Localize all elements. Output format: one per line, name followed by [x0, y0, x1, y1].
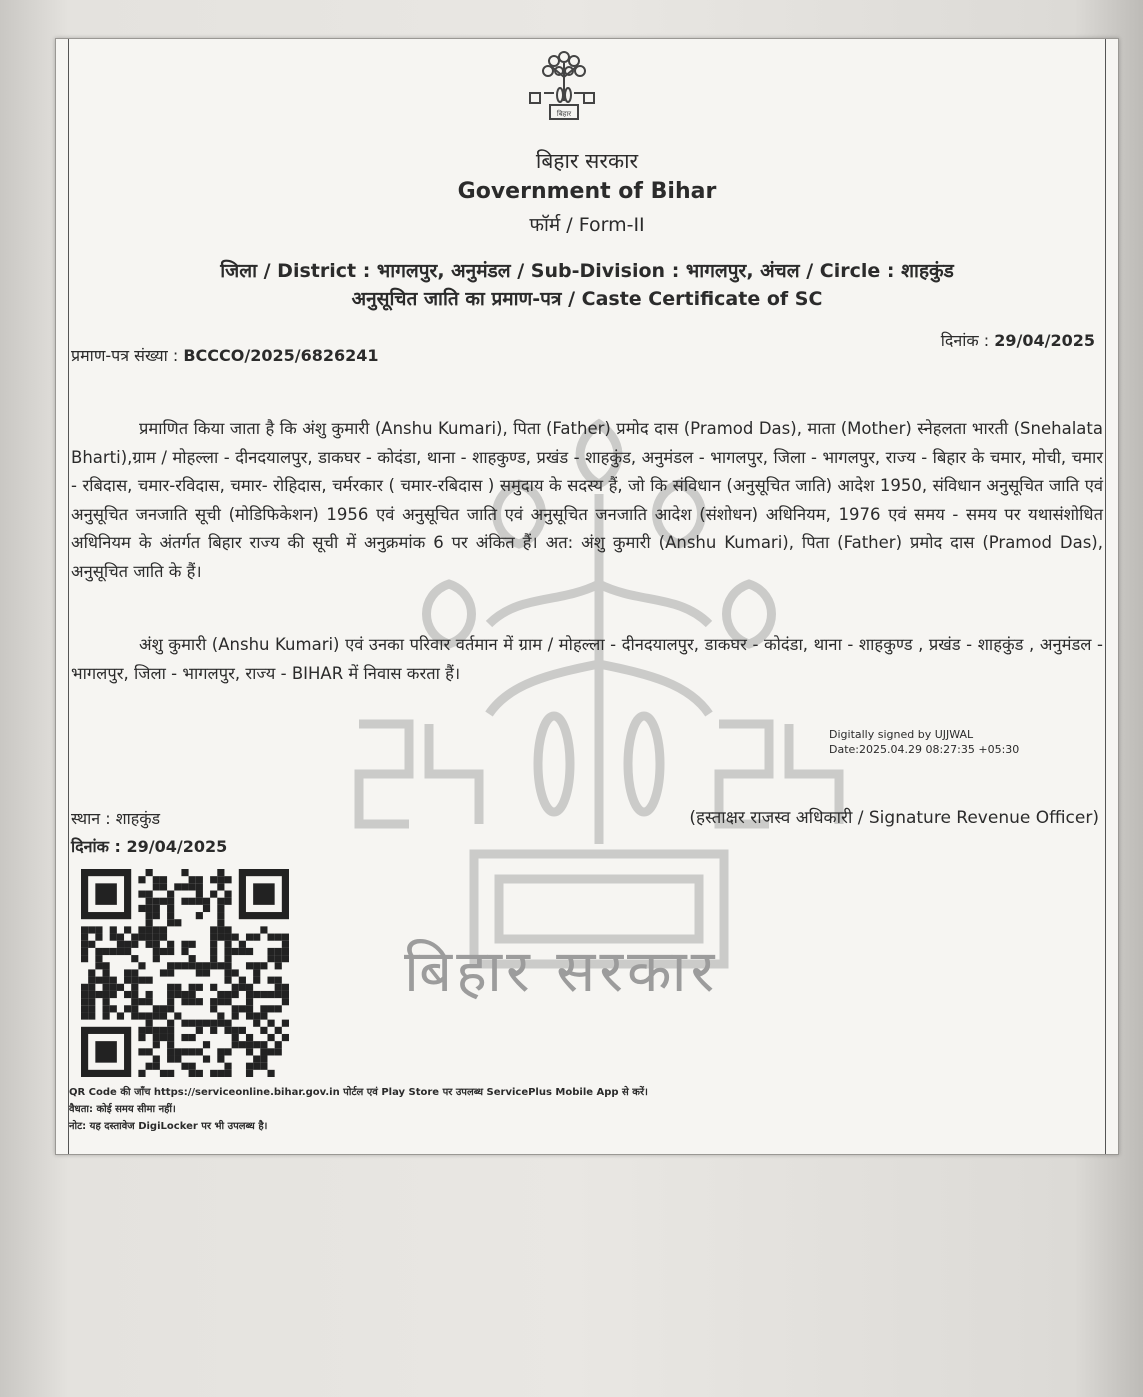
bihar-emblem-icon [524, 43, 604, 127]
certificate-paragraph-1 [71, 415, 1103, 586]
certificate-number [71, 344, 379, 366]
footer-validity: वैधता: कोई समय सीमा नहीं। [69, 1104, 176, 1115]
qr-code-icon [81, 869, 289, 1077]
government-english-title: Government of Bihar [457, 179, 717, 204]
certificate-number-value: BCCCO/2025/6826241 [183, 346, 379, 365]
paragraph-1-text: प्रमाणित किया जाता है कि अंशु कुमारी (Anshu Kumari), पिता (Father) प्रमोद दास (Pramod Das), माता (Mother) स्नेहलता भारती (Snehalata Bharti),ग्राम / मोहल्ला - दीनदयालपुर, डाकघर - कोदंडा, थाना - शाहकुण्ड, प्रखंड - शाहकुंड, अनुमंडल - भागलपुर, जिला - भागलपुर, राज्य - बिहार के चमार, मोची, चमार - रबिदास, चमार-रविदास, चमार- रोहिदास, चर्मरकार ( चमार-रबिदास ) समुदाय के सदस्य हैं, जो कि संविधान (अनुसूचित जाति) आदेश 1950, संविधान अनुसूचित जाति एवं अनुसूचित जनजाति सूची (मोडिफिकेशन) 1956 एवं अनुसूचित जाति एवं अनुसूचित जनजाति आदेश (संशोधन) अधिनियम, 1976 एवं समय - समय पर यथासंशोधित अधिनियम के अंतर्गत बिहार राज्य की सूची में अनुक्रमांक 6 पर अंकित हैं। अत: अंशु कुमारी (Anshu Kumari), पिता (Father) प्रमोद दास (Pramod Das), अनुसूचित जाति के हैं। [71, 419, 1103, 581]
officer-signature-label: (हस्ताक्षर राजस्व अधिकारी / Signature Revenue Officer) [689, 808, 1099, 828]
svg-text:बिहार: बिहार [556, 110, 572, 118]
certificate-title: अनुसूचित जाति का प्रमाण-पत्र / Caste Certificate of SC [351, 288, 823, 310]
certificate-sheet [55, 38, 1119, 1155]
footer-digilocker-note: नोट: यह दस्तावेज DigiLocker पर भी उपलब्ध है। [69, 1121, 268, 1132]
digital-signature-name: Digitally signed by UJJWAL [829, 728, 974, 741]
certificate-number-label: प्रमाण-पत्र संख्या : [71, 346, 184, 365]
issue-date-label: दिनांक : [940, 331, 995, 350]
issue-date-value: 29/04/2025 [994, 331, 1095, 350]
footer-qr-note: QR Code की जाँच https://serviceonline.bihar.gov.in पोर्टल एवं Play Store पर उपलब्ध ServicePlus Mobile App से करें। [69, 1087, 648, 1098]
certificate-frame [68, 39, 1106, 1154]
issue-date [941, 329, 1095, 351]
certificate-paragraph-2 [71, 631, 1103, 688]
digital-signature-date: Date:2025.04.29 08:27:35 +05:30 [829, 743, 1020, 756]
place: स्थान : शाहकुंड [71, 809, 161, 828]
digital-signature [829, 727, 1019, 757]
location-line: जिला / District : भागलपुर, अनुमंडल / Sub-Division : भागलपुर, अंचल / Circle : शाहकुंड [220, 260, 954, 282]
government-hindi-title: बिहार सरकार [535, 149, 639, 173]
paragraph-2-text: अंशु कुमारी (Anshu Kumari) एवं उनका परिवार वर्तमान में ग्राम / मोहल्ला - दीनदयालपुर, डाकघर - कोदंडा, थाना - शाहकुण्ड , प्रखंड - शाहकुंड , अनुमंडल - भागलपुर, जिला - भागलपुर, राज्य - BIHAR में निवास करता हैं। [71, 635, 1103, 683]
signature-date: दिनांक : 29/04/2025 [71, 837, 228, 856]
watermark-text: बिहार सरकार [404, 937, 719, 1005]
form-number: फॉर्म / Form-II [529, 214, 645, 236]
